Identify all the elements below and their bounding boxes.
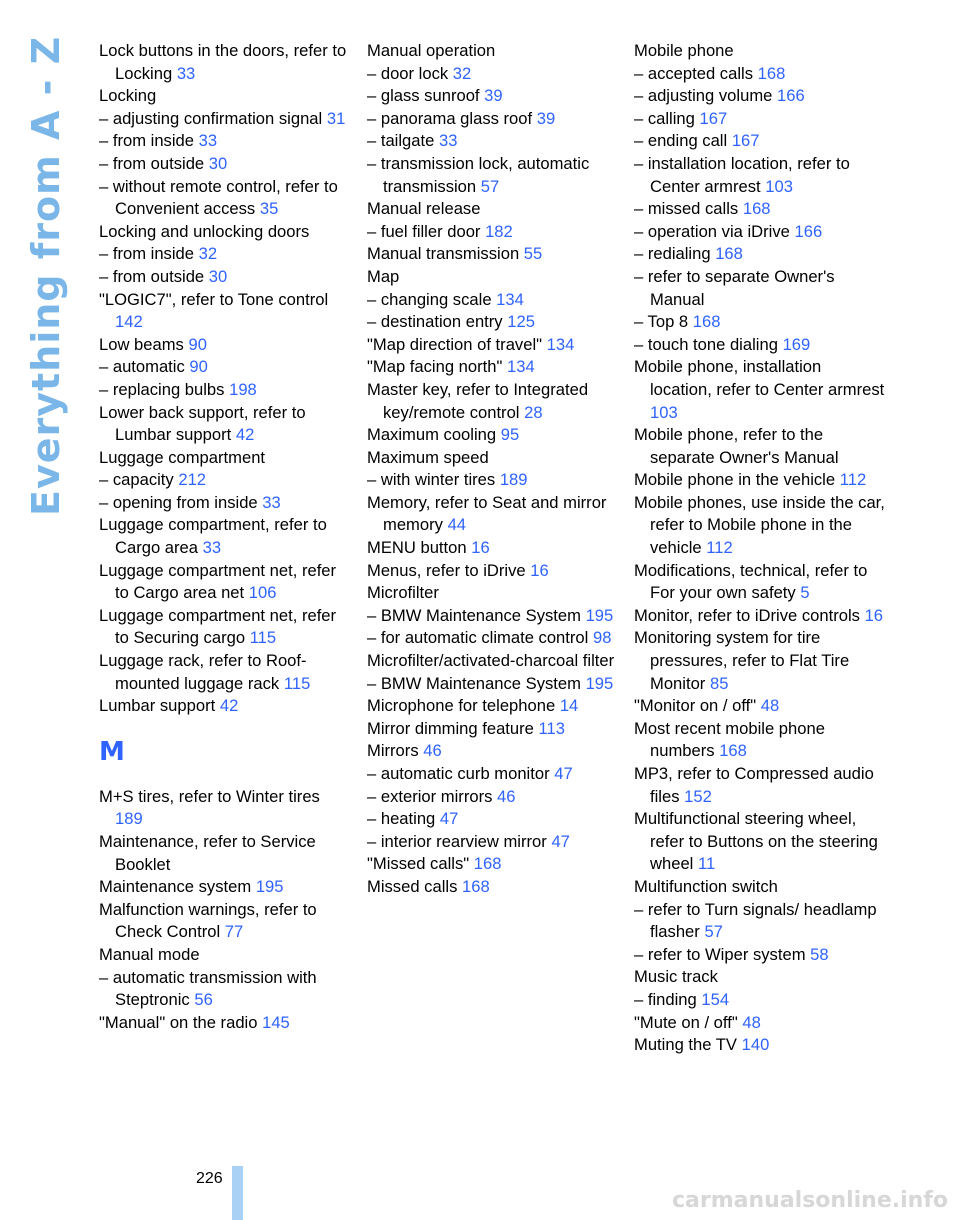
index-entry-text: – with winter tires [367, 470, 496, 490]
index-entry-text: Most recent mobile phone numbers [634, 718, 825, 761]
page-reference-link[interactable]: 134 [496, 289, 524, 309]
page-reference-link[interactable]: 168 [757, 63, 786, 83]
page-reference-link[interactable]: 14 [559, 696, 579, 716]
index-entry [634, 108, 886, 131]
index-entry [367, 266, 619, 289]
index-entry-text: – interior rearview mirror [367, 831, 547, 851]
index-entry [367, 63, 619, 86]
index-entry [367, 695, 619, 718]
index-entry [99, 85, 351, 108]
page-reference-link[interactable]: 46 [497, 786, 516, 806]
index-entry [367, 560, 619, 583]
index-entry-text: – glass sunroof [367, 86, 480, 106]
index-entry [367, 289, 619, 312]
index-entry-text: Missed calls [367, 876, 458, 896]
index-entry-text: – calling [634, 108, 695, 128]
index-entry [634, 989, 886, 1012]
page-reference-link[interactable]: 168 [715, 244, 743, 264]
index-entry [634, 243, 886, 266]
index-entry-text: Lower back support, refer to Lumbar support [99, 402, 306, 445]
page-reference-link[interactable]: 35 [259, 199, 279, 219]
page-reference-link[interactable]: 39 [484, 86, 503, 106]
index-entry [367, 311, 619, 334]
page-reference-link[interactable]: 154 [701, 989, 730, 1009]
index-entry-text: Multifunction switch [634, 876, 778, 896]
page-reference-link[interactable]: 195 [585, 673, 614, 693]
index-entry [367, 627, 619, 650]
index-entry [99, 289, 351, 334]
index-entry-text: Multifunctional steering wheel, refer to Buttons on the steering wheel [634, 809, 878, 874]
index-entry [367, 650, 619, 673]
index-entry-text: – adjusting volume [634, 86, 773, 106]
index-entry [99, 831, 351, 876]
page-reference-link[interactable]: 48 [760, 696, 780, 716]
page-reference-link[interactable]: 125 [507, 312, 535, 332]
index-entry [99, 899, 351, 944]
page-reference-link[interactable]: 167 [731, 131, 760, 151]
index-entry [99, 1012, 351, 1035]
index-entry [634, 153, 886, 198]
page-reference-link[interactable]: 134 [507, 357, 535, 377]
index-entry-text: MP3, refer to Compressed audio files [634, 764, 874, 806]
index-entry [99, 40, 351, 85]
page-reference-link[interactable]: 198 [229, 379, 257, 399]
page-reference-link[interactable]: 189 [115, 809, 143, 829]
index-entry-text: – opening from inside [99, 492, 258, 512]
index-entry-text: Muting the TV [634, 1035, 737, 1055]
index-entry [367, 831, 619, 854]
index-entry-text: – redialing [634, 244, 711, 264]
index-entry-text: "Mute on / off" [634, 1012, 738, 1032]
index-entry [99, 469, 351, 492]
page-reference-link[interactable]: 5 [800, 583, 810, 603]
page-reference-link[interactable]: 57 [480, 176, 500, 196]
index-entry-text: Lumbar support [99, 696, 216, 716]
index-entry-text: Luggage compartment [99, 447, 266, 467]
index-entry-text: – operation via iDrive [634, 221, 790, 241]
page-number: 226 [196, 1170, 223, 1187]
page-reference-link[interactable]: 169 [782, 334, 811, 354]
index-entry [99, 605, 351, 650]
index-entry-text: – refer to separate Owner's Manual [634, 266, 835, 309]
index-entry-text: – refer to Turn signals/ headlamp flasher [634, 899, 877, 942]
index-entry [367, 379, 619, 424]
index-entry-text: Menus, refer to iDrive [367, 560, 526, 580]
index-entry [367, 786, 619, 809]
index-entry [99, 786, 351, 831]
index-entry-text: "Monitor on / off" [634, 696, 757, 716]
page-reference-link[interactable]: 56 [194, 990, 213, 1010]
index-entry-text: Low beams [99, 334, 184, 354]
index-entry-text: – from inside [99, 244, 194, 264]
index-entry [99, 153, 351, 176]
page-reference-link[interactable]: 31 [326, 108, 346, 128]
page-reference-link[interactable]: 33 [262, 492, 281, 512]
index-entry [634, 876, 886, 899]
index-entry-text: – destination entry [367, 312, 503, 332]
index-entry-text: – exterior mirrors [367, 786, 493, 806]
index-column-3 [634, 40, 886, 1057]
page-reference-link[interactable]: 115 [283, 673, 311, 693]
index-entry [367, 718, 619, 741]
index-entry [367, 492, 619, 537]
index-entry-text: Mirror dimming feature [367, 718, 534, 738]
index-entry [99, 967, 351, 1012]
page-reference-link[interactable]: 47 [551, 831, 570, 851]
index-entry-text: Mobile phone, installation location, refer to Center armrest [634, 357, 885, 399]
index-entry [367, 356, 619, 379]
page-reference-link[interactable]: 103 [650, 402, 678, 422]
index-entry [367, 673, 619, 696]
page-reference-link[interactable]: 77 [224, 922, 244, 942]
index-entry-text: Luggage compartment net, refer to Securing cargo [99, 605, 337, 648]
watermark: carmanualsonline.info [672, 1188, 948, 1213]
index-entry-text: Mirrors [367, 741, 419, 761]
index-column-2 [367, 40, 619, 899]
index-entry [634, 40, 886, 63]
index-entry [367, 808, 619, 831]
page-reference-link[interactable]: 46 [423, 741, 442, 761]
index-entry-text: – without remote control, refer to Convenient access [99, 176, 338, 219]
index-entry-text: Luggage compartment, refer to Cargo area [99, 515, 327, 558]
index-entry [367, 130, 619, 153]
index-entry [367, 582, 619, 605]
index-entry-text: – automatic [99, 357, 185, 377]
page-reference-link[interactable]: 115 [249, 628, 277, 648]
page-reference-link[interactable]: 44 [447, 515, 467, 535]
index-entry-text: "LOGIC7", refer to Tone control [99, 289, 329, 309]
index-entry-text: "Map facing north" [367, 357, 503, 377]
page-reference-link[interactable]: 98 [592, 628, 612, 648]
index-entry-text: Luggage compartment net, refer to Cargo area net [99, 560, 337, 603]
index-entry [99, 447, 351, 470]
page-reference-link[interactable]: 85 [709, 673, 729, 693]
index-entry [634, 1034, 886, 1057]
index-entry-text: – adjusting confirmation signal [99, 108, 323, 128]
index-entry [634, 763, 886, 808]
page-reference-link[interactable]: 32 [452, 63, 472, 83]
index-entry [634, 266, 886, 311]
page-reference-link[interactable]: 152 [684, 786, 712, 806]
index-entry [99, 176, 351, 221]
index-entry [367, 40, 619, 63]
page-reference-link[interactable]: 30 [208, 153, 228, 173]
page-reference-link[interactable]: 212 [178, 470, 207, 490]
page-reference-link[interactable]: 103 [765, 176, 793, 196]
index-entry [634, 695, 886, 718]
index-entry [367, 153, 619, 198]
index-entry [99, 492, 351, 515]
index-entry [634, 605, 886, 628]
index-entry [634, 560, 886, 605]
page-reference-link[interactable]: 113 [538, 718, 565, 738]
index-entry [367, 243, 619, 266]
index-entry-text: – accepted calls [634, 63, 753, 83]
page-reference-link[interactable]: 168 [462, 876, 490, 896]
page-reference-link[interactable]: 168 [719, 741, 747, 761]
page-reference-link[interactable]: 58 [810, 944, 829, 964]
page-reference-link[interactable]: 189 [499, 470, 528, 490]
index-entry [99, 876, 351, 899]
index-entry-text: – ending call [634, 131, 728, 151]
index-entry-text: "Map direction of travel" [367, 334, 543, 354]
index-entry-text: Map [367, 266, 400, 286]
index-entry-text: – Top 8 [634, 312, 689, 332]
page-reference-link[interactable]: 28 [524, 402, 543, 422]
index-entry [99, 108, 351, 131]
index-entry [634, 85, 886, 108]
index-entry [99, 334, 351, 357]
index-entry-text: Music track [634, 967, 718, 987]
index-entry-text: Manual operation [367, 41, 496, 60]
index-entry [367, 85, 619, 108]
index-entry-text: Microphone for telephone [367, 696, 556, 716]
index-column-1 [99, 40, 351, 1034]
index-entry [99, 402, 351, 447]
index-entry-text: Modifications, technical, refer to For your own safety [634, 560, 868, 603]
index-entry [99, 130, 351, 153]
page-reference-link[interactable]: 140 [741, 1035, 770, 1055]
index-entry-text: MENU button [367, 538, 467, 558]
page-reference-link[interactable]: 90 [188, 334, 207, 354]
page-reference-link[interactable]: 47 [439, 809, 459, 829]
index-entry [367, 334, 619, 357]
index-entry [99, 695, 351, 718]
index-entry-text: Locking [99, 86, 157, 106]
index-entry [634, 944, 886, 967]
index-entry [634, 198, 886, 221]
index-entry-text: Malfunction warnings, refer to Check Control [99, 899, 317, 942]
index-entry [634, 966, 886, 989]
page-reference-link[interactable]: 106 [248, 583, 277, 603]
index-entry [634, 492, 886, 560]
page-reference-link[interactable]: 33 [176, 63, 196, 83]
index-entry-text: Maximum cooling [367, 425, 497, 445]
index-entry [634, 63, 886, 86]
index-entry-text: Microfilter/activated-charcoal filter [367, 651, 615, 671]
index-entry-text: Maximum speed [367, 447, 489, 467]
index-entry-text: – missed calls [634, 199, 739, 219]
side-title: Everything from A - Z [24, 35, 68, 516]
index-entry-text: Manual release [367, 199, 481, 219]
index-entry-text: – transmission lock, automatic transmission [367, 153, 590, 196]
index-entry [367, 605, 619, 628]
index-entry-text: – capacity [99, 470, 174, 490]
page-reference-link[interactable]: 32 [198, 244, 218, 264]
page-reference-link[interactable]: 33 [438, 131, 458, 151]
index-entry-text: "Manual" on the radio [99, 1012, 258, 1032]
index-entry-text: – automatic transmission with Steptronic [99, 967, 317, 1010]
index-entry [367, 537, 619, 560]
page-reference-link[interactable]: 57 [704, 922, 723, 942]
page-reference-link[interactable]: 47 [554, 764, 573, 783]
index-entry [99, 243, 351, 266]
index-entry [634, 311, 886, 334]
index-entry [634, 424, 886, 469]
index-entry [634, 130, 886, 153]
page-reference-link[interactable]: 112 [706, 538, 733, 558]
page-reference-link[interactable]: 134 [546, 334, 575, 354]
index-entry [634, 356, 886, 424]
index-entry [99, 560, 351, 605]
index-entry-text: – refer to Wiper system [634, 944, 806, 964]
index-entry-text: "Missed calls" [367, 854, 470, 874]
index-entry-text: – from inside [99, 131, 194, 151]
index-entry [99, 514, 351, 559]
page-reference-link[interactable]: 33 [198, 131, 218, 151]
index-entry-text: – finding [634, 989, 697, 1009]
page-reference-link[interactable]: 167 [699, 108, 728, 128]
index-entry-text: – from outside [99, 266, 205, 286]
index-entry [99, 221, 351, 244]
page-reference-link[interactable]: 195 [255, 877, 284, 897]
index-entry-text: – for automatic climate control [367, 628, 589, 648]
index-entry-text: M+S tires, refer to Winter tires [99, 786, 320, 806]
index-entry-text: – automatic curb monitor [367, 764, 550, 783]
index-entry [367, 853, 619, 876]
index-entry [99, 650, 351, 695]
page-reference-link[interactable]: 90 [189, 357, 208, 377]
index-entry [367, 876, 619, 899]
page-reference-link[interactable]: 16 [530, 560, 549, 580]
page-reference-link[interactable]: 145 [262, 1012, 290, 1032]
index-entry-text: – fuel filler door [367, 221, 481, 241]
index-entry-text: Luggage rack, refer to Roof-mounted luggage rack [99, 651, 307, 693]
index-entry [634, 808, 886, 876]
index-entry [99, 379, 351, 402]
index-entry-text: Locking and unlocking doors [99, 221, 310, 241]
index-entry-text: Monitor, refer to iDrive controls [634, 605, 860, 625]
index-entry [634, 899, 886, 944]
index-entry [367, 221, 619, 244]
page-reference-link[interactable]: 195 [585, 605, 614, 625]
index-entry-text: – from outside [99, 153, 205, 173]
index-entry-text: Lock buttons in the doors, refer to Locking [99, 41, 347, 83]
index-entry [367, 763, 619, 786]
page-reference-link[interactable]: 11 [697, 854, 716, 874]
page-reference-link[interactable]: 42 [219, 696, 239, 716]
index-entry [634, 1012, 886, 1035]
index-entry-text: Monitoring system for tire pressures, refer to Flat Tire Monitor [634, 628, 850, 693]
index-entry [367, 740, 619, 763]
index-entry [99, 356, 351, 379]
index-entry-text: – heating [367, 809, 436, 829]
page-reference-link[interactable]: 30 [208, 266, 228, 286]
index-entry [367, 469, 619, 492]
page-reference-link[interactable]: 166 [777, 86, 805, 106]
index-entry-text: – touch tone dialing [634, 334, 778, 354]
index-entry-text: Mobile phone [634, 41, 734, 60]
index-entry-text: Maintenance, refer to Service Booklet [99, 832, 316, 874]
page-reference-link[interactable]: 42 [235, 425, 255, 445]
index-entry-text: – replacing bulbs [99, 379, 225, 399]
page-number-bar [232, 1166, 243, 1220]
index-entry-text: Maintenance system [99, 877, 252, 897]
page-reference-link[interactable]: 168 [692, 312, 721, 332]
index-entry [99, 944, 351, 967]
index-entry-text: – installation location, refer to Center armrest [634, 153, 850, 196]
index-entry-text: Manual mode [99, 944, 200, 964]
index-entry-text: Manual transmission [367, 244, 520, 264]
index-entry-text: Memory, refer to Seat and mirror memory [367, 492, 607, 535]
index-entry-text: – tailgate [367, 131, 435, 151]
index-entry [367, 424, 619, 447]
index-entry [99, 266, 351, 289]
index-entry [634, 627, 886, 695]
index-entry-text: Microfilter [367, 583, 439, 603]
index-entry [634, 718, 886, 763]
index-entry [367, 447, 619, 470]
index-entry-text: Mobile phone in the vehicle [634, 470, 836, 490]
page-reference-link[interactable]: 16 [864, 605, 884, 625]
index-entry-text: – panorama glass roof [367, 108, 533, 128]
index-entry-text: – door lock [367, 63, 449, 83]
index-entry [367, 108, 619, 131]
index-entry-text: Master key, refer to Integrated key/remote control [367, 379, 589, 422]
page-reference-link[interactable]: 39 [536, 108, 556, 128]
page-reference-link[interactable]: 16 [471, 538, 490, 558]
index-entry [634, 469, 886, 492]
page-reference-link[interactable]: 48 [742, 1012, 761, 1032]
index-entry-text: – BMW Maintenance System [367, 673, 581, 693]
index-entry [634, 221, 886, 244]
page-reference-link[interactable]: 168 [742, 199, 771, 219]
index-entry [367, 198, 619, 221]
index-entry [634, 334, 886, 357]
index-entry-text: – BMW Maintenance System [367, 605, 581, 625]
page-reference-link[interactable]: 182 [485, 221, 513, 241]
page-reference-link[interactable]: 112 [839, 470, 867, 490]
page-reference-link[interactable]: 55 [523, 244, 543, 264]
index-entry-text: – changing scale [367, 289, 492, 309]
page-reference-link[interactable]: 33 [202, 538, 222, 558]
page-reference-link[interactable]: 95 [500, 425, 520, 445]
page-reference-link[interactable]: 166 [794, 221, 823, 241]
page-reference-link[interactable]: 168 [473, 854, 502, 874]
index-entry-text: Mobile phones, use inside the car, refer to Mobile phone in the vehicle [634, 492, 885, 558]
index-entry-text: Mobile phone, refer to the separate Owner's Manual [634, 425, 839, 467]
page-reference-link[interactable]: 142 [115, 312, 143, 332]
section-letter-heading: M [99, 736, 125, 767]
